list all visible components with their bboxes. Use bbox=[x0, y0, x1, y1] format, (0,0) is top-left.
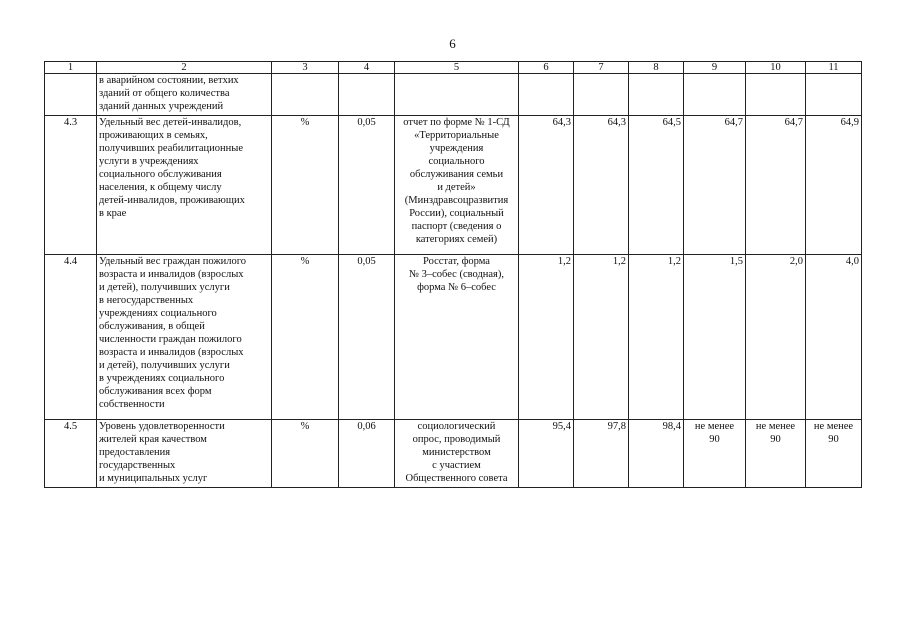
row-index bbox=[45, 74, 97, 116]
weight-cell: 0,05 bbox=[339, 116, 395, 255]
value-cell bbox=[684, 74, 746, 116]
value-cell: 1,2 bbox=[574, 255, 629, 420]
source-cell: социологический опрос, проводимый министерством с участием Общественного совета bbox=[395, 420, 519, 488]
indicator-name: Удельный вес граждан пожилого возраста и инвалидов (взрослых и детей), получивших услуги в негосударственных учреждениях социального обслуживания, в общей численности граждан пожилого возраста и инвалидов (взрослых и детей), получивших услуги в учреждениях социального обслуживания всех форм собственности bbox=[97, 255, 272, 420]
table-row bbox=[45, 116, 862, 255]
source-cell: отчет по форме № 1-СД «Территориальные учреждения социального обслуживания семьи и детей» (Минздравсоцразвития России), социальный паспорт (сведения о категориях семей) bbox=[395, 116, 519, 255]
value-cell: 64,9 bbox=[806, 116, 862, 255]
weight-cell bbox=[339, 74, 395, 116]
weight-cell: 0,05 bbox=[339, 255, 395, 420]
table-row bbox=[45, 74, 862, 116]
value-cell: 1,5 bbox=[684, 255, 746, 420]
column-number: 3 bbox=[272, 62, 339, 74]
indicators-table bbox=[44, 61, 862, 488]
indicator-name: в аварийном состоянии, ветхих зданий от общего количества зданий данных учреждений bbox=[97, 74, 272, 116]
column-number: 6 bbox=[519, 62, 574, 74]
value-cell: 4,0 bbox=[806, 255, 862, 420]
value-cell: 98,4 bbox=[629, 420, 684, 488]
column-number: 1 bbox=[45, 62, 97, 74]
column-number: 7 bbox=[574, 62, 629, 74]
column-number: 2 bbox=[97, 62, 272, 74]
table-row bbox=[45, 255, 862, 420]
value-cell bbox=[806, 74, 862, 116]
unit-cell: % bbox=[272, 116, 339, 255]
value-cell: 64,7 bbox=[684, 116, 746, 255]
value-cell: 2,0 bbox=[746, 255, 806, 420]
column-number: 4 bbox=[339, 62, 395, 74]
weight-cell: 0,06 bbox=[339, 420, 395, 488]
page-number: 6 bbox=[449, 36, 456, 51]
unit-cell bbox=[272, 74, 339, 116]
value-cell: 64,5 bbox=[629, 116, 684, 255]
source-cell bbox=[395, 74, 519, 116]
column-number: 10 bbox=[746, 62, 806, 74]
value-cell: 64,3 bbox=[574, 116, 629, 255]
value-cell: не менее 90 bbox=[806, 420, 862, 488]
value-cell: 64,3 bbox=[519, 116, 574, 255]
row-index: 4.5 bbox=[45, 420, 97, 488]
indicator-name: Уровень удовлетворенности жителей края качеством предоставления государственных и муниципальных услуг bbox=[97, 420, 272, 488]
column-number: 8 bbox=[629, 62, 684, 74]
value-cell: 1,2 bbox=[519, 255, 574, 420]
row-index: 4.4 bbox=[45, 255, 97, 420]
column-number-row bbox=[45, 62, 862, 74]
value-cell bbox=[574, 74, 629, 116]
source-cell: Росстат, форма № 3–собес (сводная), форма № 6–собес bbox=[395, 255, 519, 420]
unit-cell: % bbox=[272, 420, 339, 488]
indicator-name: Удельный вес детей-инвалидов, проживающих в семьях, получивших реабилитационные услуги в учреждениях социального обслуживания населения, к общему числу детей-инвалидов, проживающих в крае bbox=[97, 116, 272, 255]
column-number: 5 bbox=[395, 62, 519, 74]
unit-cell: % bbox=[272, 255, 339, 420]
column-number: 9 bbox=[684, 62, 746, 74]
row-index: 4.3 bbox=[45, 116, 97, 255]
value-cell: 1,2 bbox=[629, 255, 684, 420]
value-cell: не менее 90 bbox=[684, 420, 746, 488]
column-number: 11 bbox=[806, 62, 862, 74]
value-cell: 95,4 bbox=[519, 420, 574, 488]
value-cell bbox=[629, 74, 684, 116]
value-cell: 97,8 bbox=[574, 420, 629, 488]
table-row bbox=[45, 420, 862, 488]
value-cell bbox=[519, 74, 574, 116]
value-cell bbox=[746, 74, 806, 116]
value-cell: не менее 90 bbox=[746, 420, 806, 488]
value-cell: 64,7 bbox=[746, 116, 806, 255]
